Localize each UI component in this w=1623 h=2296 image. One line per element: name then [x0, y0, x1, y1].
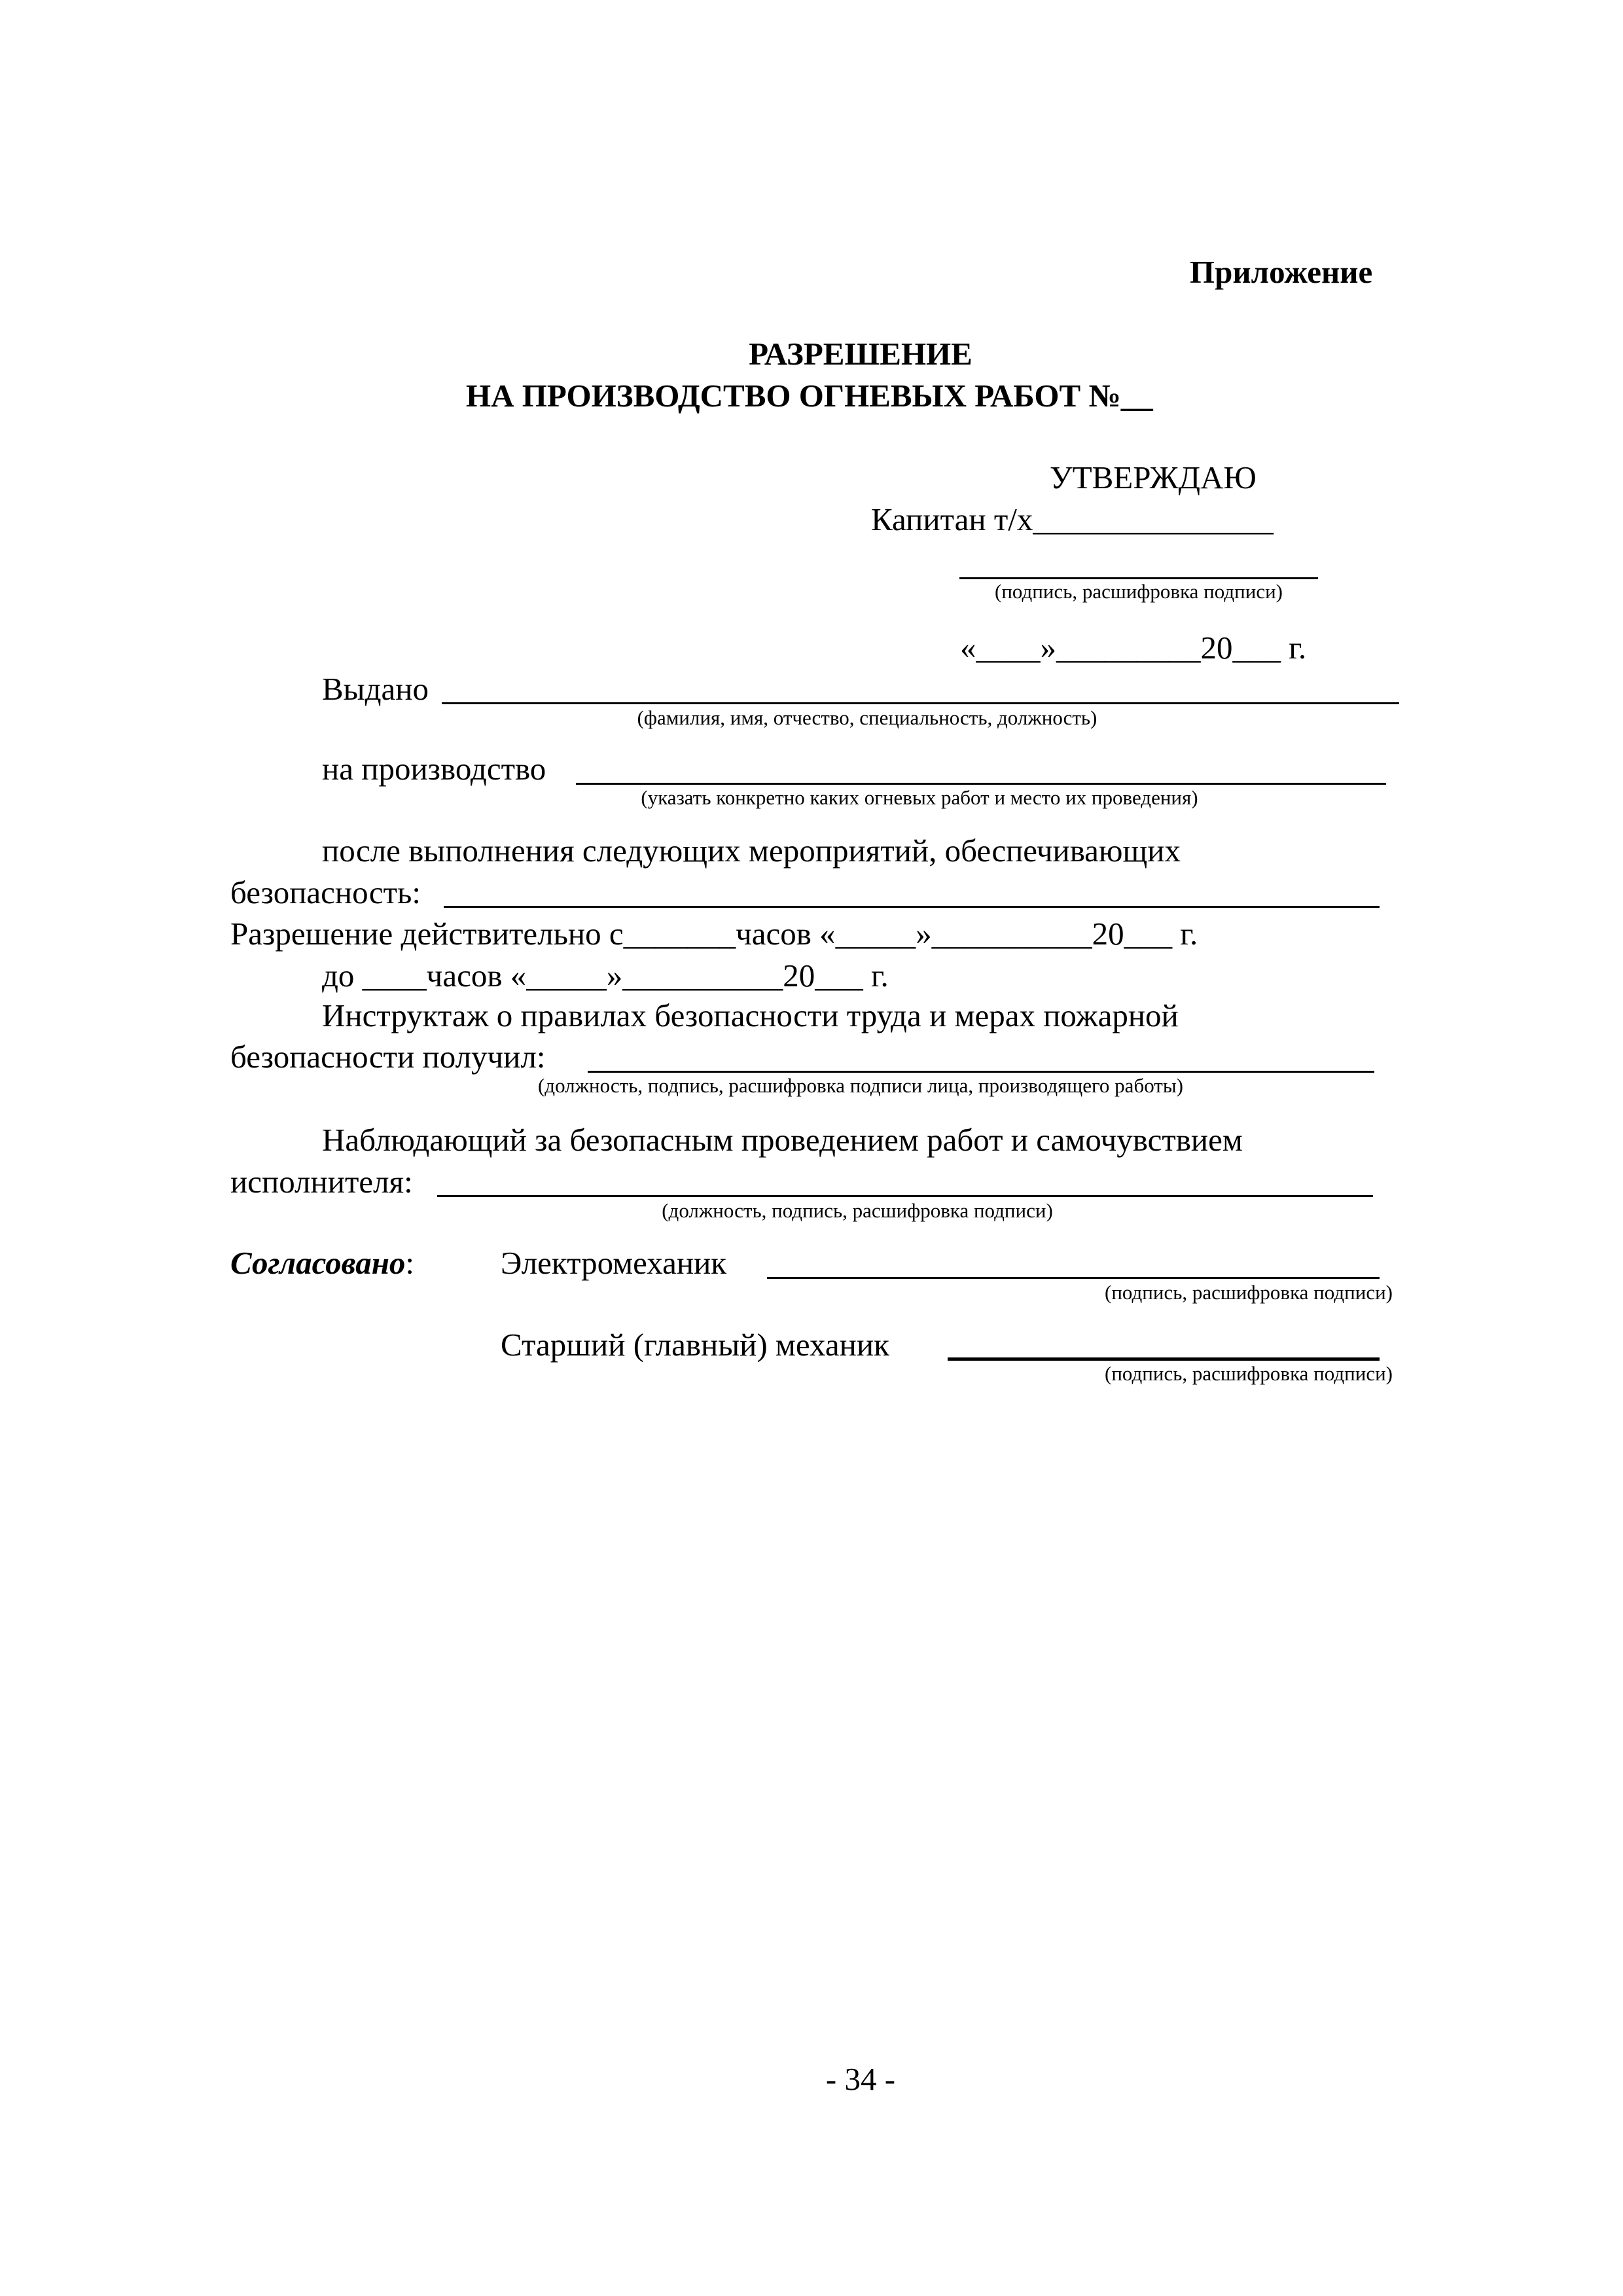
chief-mechanic-label: Старший (главный) механик [501, 1327, 889, 1363]
title-line-1: РАЗРЕШЕНИЕ [749, 336, 972, 372]
captain-signature-underline [959, 577, 1318, 579]
agreed-label: Согласовано: [230, 1245, 415, 1281]
observer-hint: (должность, подпись, расшифровка подписи) [662, 1199, 1053, 1222]
appendix-label: Приложение [1190, 254, 1373, 290]
measures-line-2: безопасность: [230, 874, 421, 910]
captain-signature-line[interactable]: Капитан т/х_______________ [871, 501, 1274, 537]
work-hint: (указать конкретно каких огневых работ и место их проведения) [641, 786, 1198, 809]
approval-heading: УТВЕРЖДАЮ [1050, 459, 1257, 495]
chief-mechanic-signature-field[interactable] [948, 1357, 1380, 1361]
validity-to[interactable]: до ____часов «_____»__________20___ г. [322, 958, 889, 994]
issued-label: Выдано [322, 671, 429, 707]
measures-field[interactable] [444, 906, 1380, 908]
briefing-hint: (должность, подпись, расшифровка подписи лица, производящего работы) [537, 1074, 1184, 1097]
electromechanic-signature-field[interactable] [767, 1277, 1380, 1279]
title-line-2: НА ПРОИЗВОДСТВО ОГНЕВЫХ РАБОТ №__ [466, 378, 1153, 414]
briefing-line-1: Инструктаж о правилах безопасности труда и мерах пожарной [322, 997, 1179, 1033]
electromechanic-label: Электромеханик [501, 1245, 727, 1281]
issued-field[interactable] [442, 702, 1399, 704]
briefing-field[interactable] [588, 1071, 1374, 1073]
issued-hint: (фамилия, имя, отчество, специальность, должность) [637, 706, 1097, 729]
work-field[interactable] [576, 783, 1386, 785]
chief-mechanic-hint: (подпись, расшифровка подписи) [1105, 1362, 1393, 1385]
work-label: на производство [322, 751, 546, 787]
briefing-line-2: безопасности получил: [230, 1039, 546, 1075]
captain-signature-hint: (подпись, расшифровка подписи) [995, 580, 1283, 603]
page-number: - 34 - [825, 2061, 896, 2097]
observer-field[interactable] [437, 1195, 1373, 1197]
observer-line-1: Наблюдающий за безопасным проведением работ и самочувствием [322, 1122, 1243, 1158]
measures-line-1: после выполнения следующих мероприятий, обеспечивающих [322, 833, 1181, 869]
observer-line-2: исполнителя: [230, 1164, 413, 1200]
validity-from[interactable]: Разрешение действительно с_______часов «_____»__________20___ г. [230, 916, 1198, 952]
electromechanic-hint: (подпись, расшифровка подписи) [1105, 1281, 1393, 1304]
approval-date[interactable]: «____»_________20___ г. [960, 630, 1307, 666]
